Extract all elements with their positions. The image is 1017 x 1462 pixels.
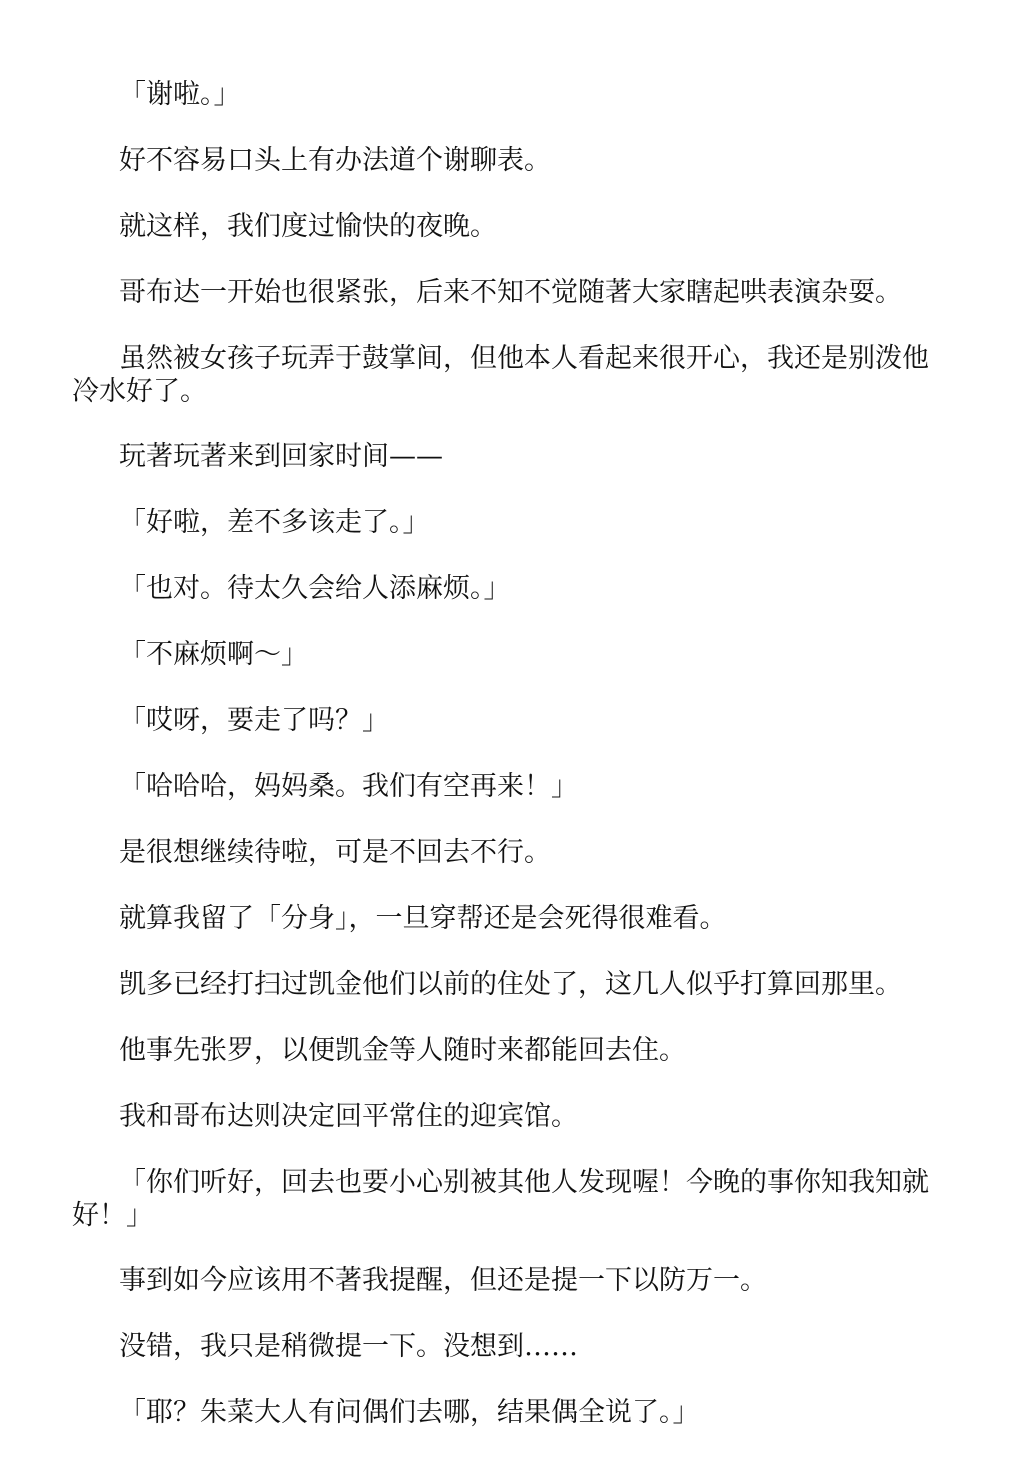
paragraph: 好不容易口头上有办法道个谢聊表。 xyxy=(119,145,551,176)
paragraph: 他事先张罗，以便凯金等人随时来都能回去住。 xyxy=(119,1035,686,1066)
paragraph: 哥布达一开始也很紧张，后来不知不觉随著大家瞎起哄表演杂耍。 xyxy=(119,277,902,308)
paragraph: 我和哥布达则决定回平常住的迎宾馆。 xyxy=(119,1101,578,1132)
document-body xyxy=(72,78,952,1462)
paragraph: 事到如今应该用不著我提醒，但还是提一下以防万一。 xyxy=(119,1265,767,1296)
paragraph: 「不麻烦啊～」 xyxy=(119,639,308,670)
paragraph: 「哈哈哈，妈妈桑。我们有空再来！」 xyxy=(119,771,578,802)
paragraph: 「好啦，差不多该走了。」 xyxy=(119,507,430,538)
paragraph: 就算我留了「分身」，一旦穿帮还是会死得很难看。 xyxy=(119,903,727,934)
paragraph: 「也对。待太久会给人添麻烦。」 xyxy=(119,573,511,604)
paragraph: 「哎呀，要走了吗？」 xyxy=(119,705,389,736)
paragraph: 虽然被女孩子玩弄于鼓掌间，但他本人看起来很开心，我还是别泼他冷水好了。 xyxy=(72,343,929,407)
paragraph: 没错，我只是稍微提一下。没想到…… xyxy=(119,1331,578,1362)
paragraph: 就这样，我们度过愉快的夜晚。 xyxy=(119,211,497,242)
paragraph: 「你们听好，回去也要小心别被其他人发现喔！今晚的事你知我知就好！」 xyxy=(72,1167,929,1231)
paragraph: 凯多已经打扫过凯金他们以前的住处了，这几人似乎打算回那里。 xyxy=(119,969,902,1000)
paragraph: 是很想继续待啦，可是不回去不行。 xyxy=(119,837,551,868)
paragraph: 「耶？朱菜大人有问偶们去哪，结果偶全说了。」 xyxy=(119,1397,700,1428)
paragraph: 「谢啦。」 xyxy=(119,79,241,110)
paragraph: 玩著玩著来到回家时间—— xyxy=(119,441,443,472)
